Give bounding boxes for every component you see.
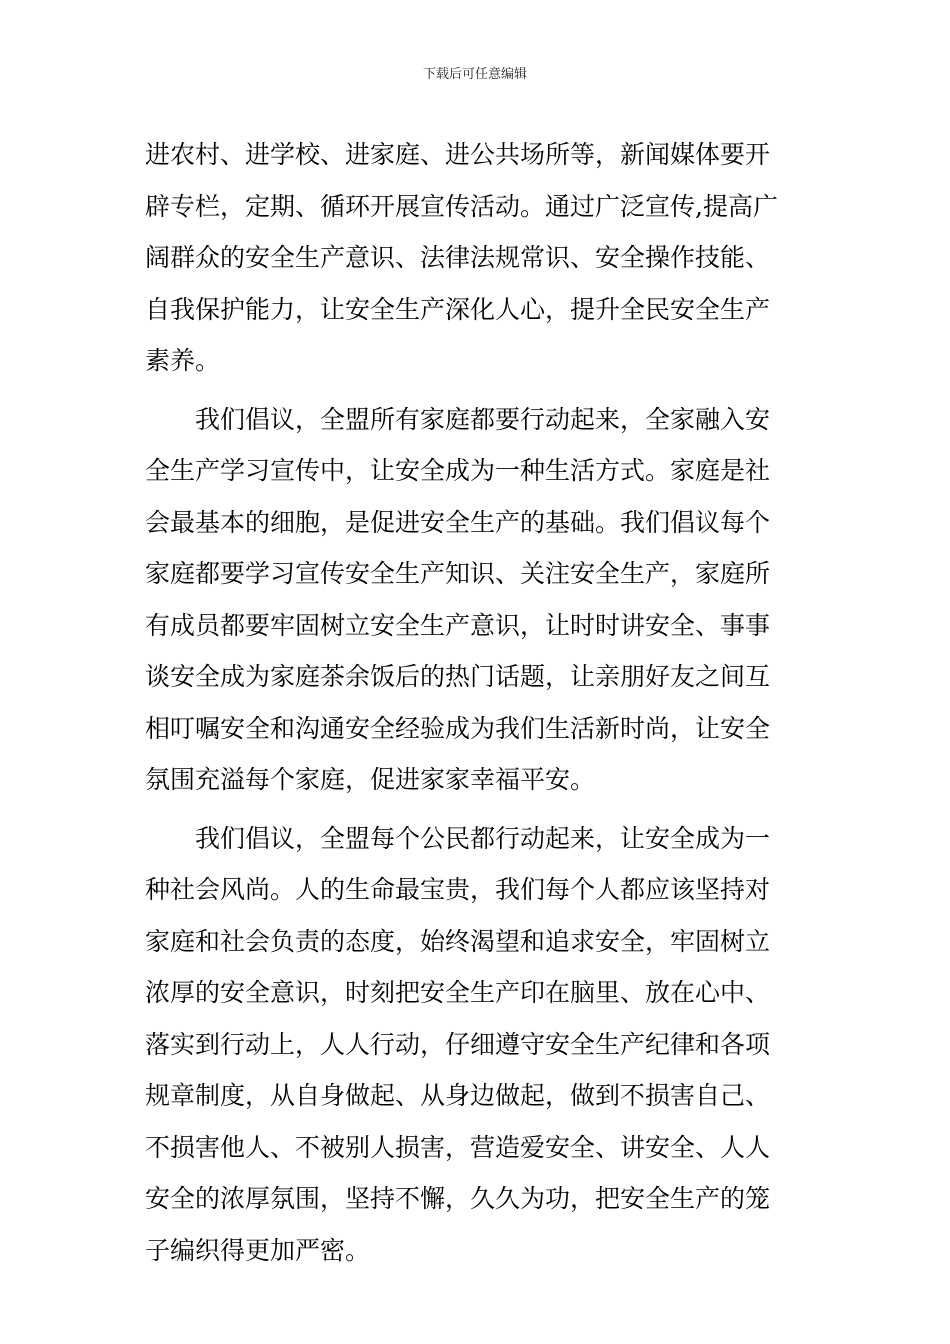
text-line: 相叮嘱安全和沟通安全经验成为我们生活新时尚，让安全 — [145, 713, 771, 743]
text-line: 浓厚的安全意识，时刻把安全生产印在脑里、放在心中、 — [145, 978, 771, 1007]
text-line: 规章制度，从自身做起、从身边做起，做到不损害自己、 — [145, 1081, 771, 1110]
text-line: 子编织得更加严密。 — [145, 1235, 371, 1265]
paragraph-1 — [145, 129, 785, 387]
text-line: 不损害他人、不被别人损害，营造爱安全、讲安全、人人 — [145, 1132, 771, 1162]
text-line: 谈安全成为家庭茶余饭后的热门话题，让亲朋好友之间互 — [145, 662, 771, 691]
text-line: 自我保护能力，让安全生产深化人心，提升全民安全生产 — [145, 294, 771, 324]
text-line: 阔群众的安全生产意识、法律法规常识、安全操作技能、 — [145, 243, 771, 272]
document-body — [145, 129, 785, 1276]
text-line: 我们倡议，全盟每个公民都行动起来，让安全成为一 — [145, 823, 771, 853]
text-line: 我们倡议，全盟所有家庭都要行动起来，全家融入安 — [145, 404, 771, 434]
header-note: 下载后可任意编辑 — [422, 67, 527, 82]
text-line: 辟专栏，定期、循环开展宣传活动。通过广泛宣传,提高广 — [145, 191, 778, 221]
text-line: 进农村、进学校、进家庭、进公共场所等，新闻媒体要开 — [145, 140, 771, 169]
paragraph-2 — [145, 394, 785, 806]
text-line: 落实到行动上，人人行动，仔细遵守安全生产纪律和各项 — [145, 1029, 771, 1059]
paragraph-3 — [145, 813, 785, 1277]
text-line: 有成员都要牢固树立安全生产意识，让时时讲安全、事事 — [145, 610, 771, 640]
text-line: 会最基本的细胞，是促进安全生产的基础。我们倡议每个 — [145, 507, 771, 537]
text-line: 家庭都要学习宣传安全生产知识、关注安全生产，家庭所 — [145, 559, 771, 588]
text-line: 全生产学习宣传中，让安全成为一种生活方式。家庭是社 — [145, 456, 771, 485]
text-line: 种社会风尚。人的生命最宝贵，我们每个人都应该坚持对 — [145, 875, 771, 904]
text-line: 氛围充溢每个家庭，促进家家幸福平安。 — [145, 765, 596, 794]
text-line: 素养。 — [145, 346, 221, 375]
text-line: 安全的浓厚氛围，坚持不懈，久久为功，把安全生产的笼 — [145, 1184, 771, 1213]
text-line: 家庭和社会负责的态度，始终渴望和追求安全，牢固树立 — [145, 926, 771, 956]
